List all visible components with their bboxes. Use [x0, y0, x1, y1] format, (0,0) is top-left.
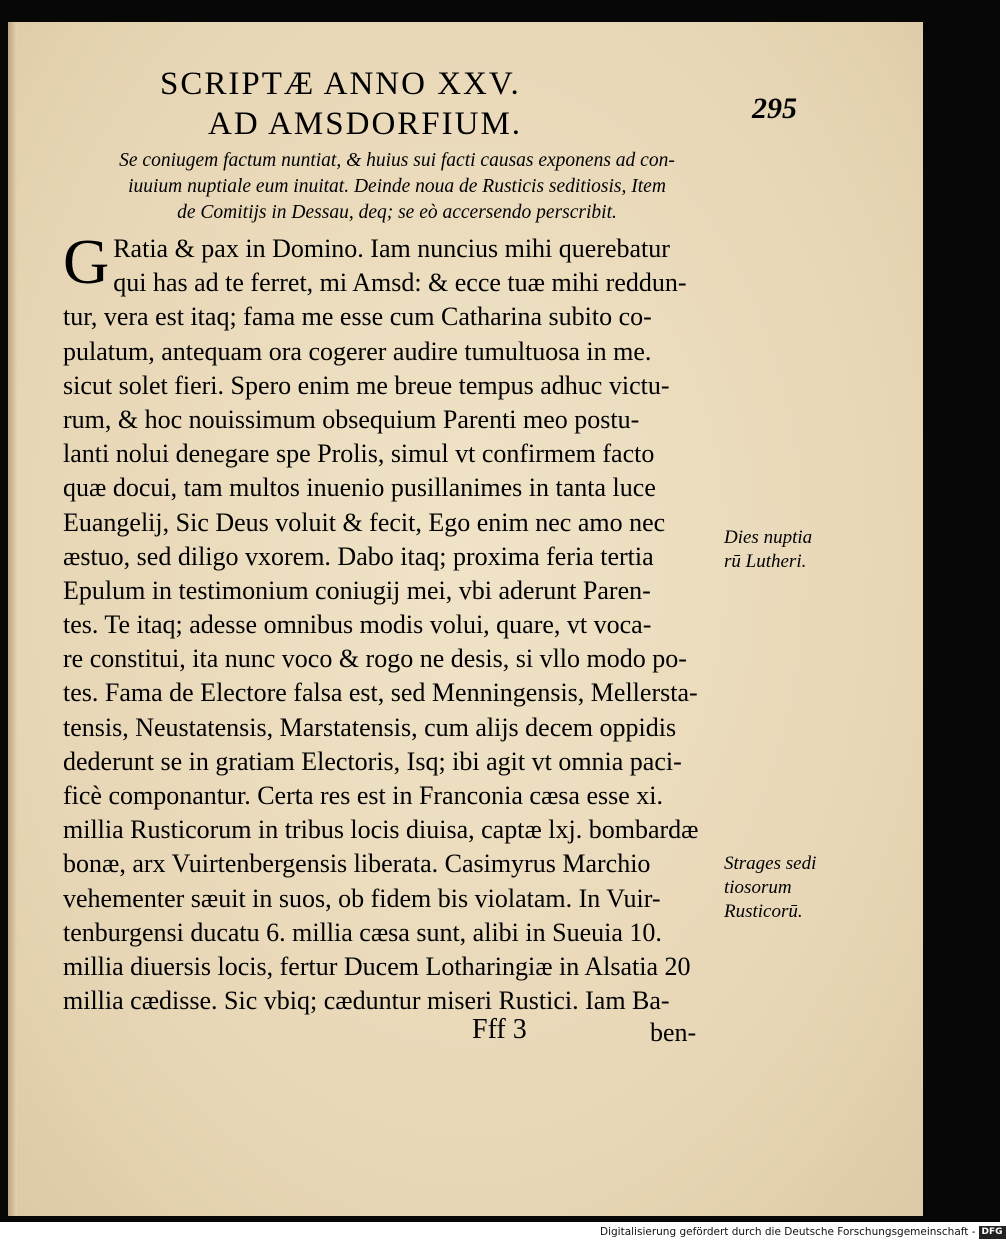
body-line: tes. Fama de Electore falsa est, sed Menningensis, Mellersta- — [63, 678, 698, 708]
letter-body — [63, 226, 725, 1018]
margin-note-line: rū Lutheri. — [724, 551, 807, 572]
body-line: rum, & hoc nouissimum obsequium Parenti meo postu- — [63, 404, 640, 434]
body-line: Euangelij, Sic Deus voluit & fecit, Ego enim nec amo nec — [63, 507, 666, 537]
letter-heading: AD AMSDORFIUM. — [208, 106, 523, 142]
body-line: re constitui, ita nunc voco & rogo ne desis, si vllo modo po- — [63, 644, 687, 674]
footer-text: Digitalisierung gefördert durch die Deutsche Forschungsgemeinschaft - — [600, 1226, 976, 1238]
running-title: SCRIPTÆ ANNO XXV. — [160, 66, 521, 102]
summary-line: Se coniugem factum nuntiat, & huius sui facti causas exponens ad con- — [119, 150, 675, 171]
body-line: sicut solet fieri. Spero enim me breue tempus adhuc victu- — [63, 370, 670, 400]
body-line: tes. Te itaq; adesse omnibus modis volui, quare, vt voca- — [63, 610, 652, 640]
body-line: qui has ad te ferret, mi Amsd: & ecce tuæ mihi reddun- — [113, 268, 687, 298]
body-line: quæ docui, tam multos inuenio pusillanimes in tanta luce — [63, 473, 656, 503]
catchword: ben- — [650, 1018, 697, 1047]
body-line: millia diuersis locis, fertur Ducem Lotharingiæ in Alsatia 20 — [63, 951, 691, 981]
dfg-logo: DFG — [979, 1226, 1006, 1239]
page-number: 295 — [752, 92, 797, 125]
margin-note-line: Rusticorū. — [724, 901, 803, 922]
summary-line: iuuium nuptiale eum inuitat. Deinde noua de Rusticis seditiosis, Item — [128, 176, 666, 197]
body-line: Epulum in testimonium coniugij mei, vbi aderunt Paren- — [63, 575, 651, 605]
drop-cap: G — [63, 226, 110, 297]
body-line: dederunt se in gratiam Electoris, Isq; ibi agit vt omnia paci- — [63, 746, 682, 776]
body-line: lanti nolui denegare spe Prolis, simul vt confirmem facto — [63, 439, 655, 469]
body-line: ficè componantur. Certa res est in Franconia cæsa esse xi. — [63, 781, 663, 810]
margin-note-wedding-day — [724, 526, 812, 574]
signature-mark: Fff 3 — [472, 1014, 527, 1045]
body-line: vehementer sæuit in suos, ob fidem bis violatam. In Vuir- — [63, 883, 661, 913]
body-line: bonæ, arx Vuirtenbergensis liberata. Casimyrus Marchio — [63, 849, 651, 879]
letter-summary — [62, 148, 732, 226]
summary-line: de Comitijs in Dessau, deq; se eò accersendo perscribit. — [177, 202, 617, 223]
body-line: millia Rusticorum in tribus locis diuisa, captæ lxj. bombardæ — [63, 815, 699, 845]
body-line: millia cædisse. Sic vbiq; cæduntur miseri Rustici. Iam Ba- — [63, 986, 670, 1016]
margin-note-line: tiosorum — [724, 877, 792, 898]
body-line: Ratia & pax in Domino. Iam nuncius mihi querebatur — [113, 234, 670, 263]
body-line: tensis, Neustatensis, Marstatensis, cum alijs decem oppidis — [63, 712, 677, 742]
digitization-footer — [600, 1224, 1003, 1240]
page-edge — [8, 22, 17, 1216]
body-line: tenburgensi ducatu 6. millia cæsa sunt, alibi in Sueuia 10. — [63, 917, 662, 947]
margin-note-line: Dies nuptia — [724, 527, 813, 548]
margin-note-line: Strages sedi — [724, 853, 817, 874]
body-line: tur, vera est itaq; fama me esse cum Catharina subito co- — [63, 302, 652, 332]
body-line: æstuo, sed diligo vxorem. Dabo itaq; proxima feria tertia — [63, 541, 654, 571]
body-line: pulatum, antequam ora cogerer audire tumultuosa in me. — [63, 336, 652, 366]
margin-note-slaughter — [724, 852, 816, 924]
